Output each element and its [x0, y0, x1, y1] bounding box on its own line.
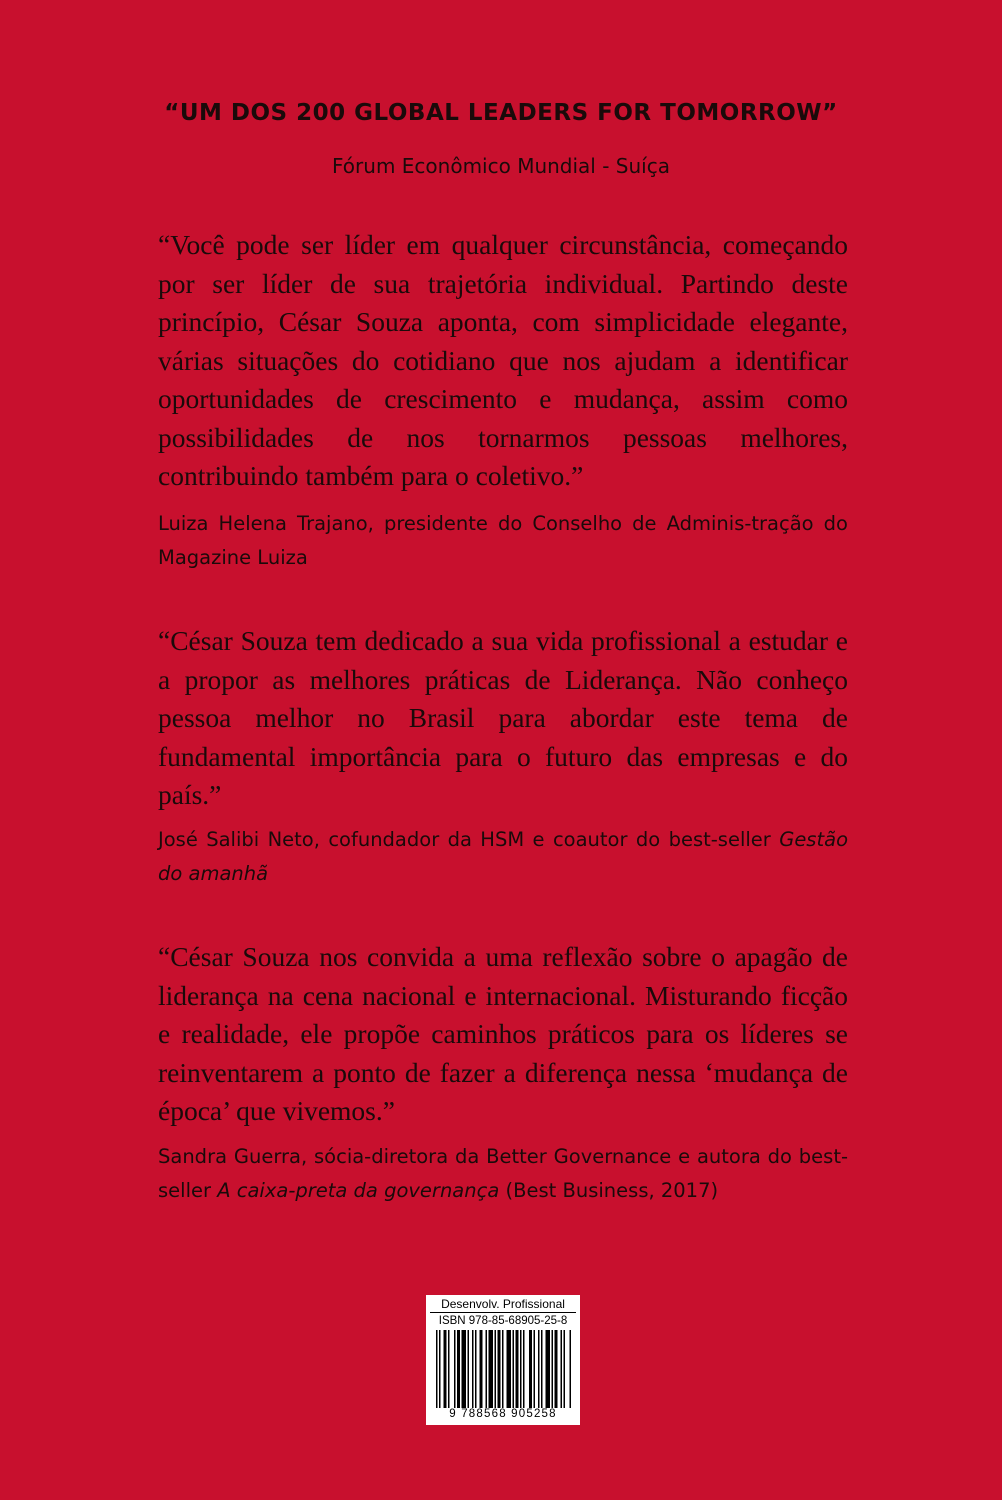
barcode-bar	[502, 1330, 504, 1408]
barcode-bar	[439, 1330, 441, 1408]
book-title: A caixa-preta da governança	[217, 1179, 500, 1202]
barcode-bar	[457, 1330, 460, 1408]
barcode-bar	[552, 1330, 554, 1408]
barcode-bar	[462, 1330, 467, 1408]
barcode-bar	[448, 1330, 450, 1408]
barcode-divider	[430, 1312, 576, 1313]
barcode-bar	[472, 1330, 474, 1408]
barcode-bar	[520, 1330, 522, 1408]
isbn-barcode	[426, 1295, 580, 1425]
testimonial-attribution-1: Luiza Helena Trajano, presidente do Conselho de Adminis-tração do Magazine Luiza	[158, 512, 848, 569]
barcode-bar	[498, 1330, 501, 1408]
barcode-bar	[529, 1330, 532, 1408]
barcode-bar	[495, 1330, 497, 1408]
barcode-bar	[507, 1330, 512, 1408]
barcode-bar	[468, 1330, 470, 1408]
barcode-category: Desenvolv. Profissional	[441, 1297, 565, 1311]
barcode-bar	[534, 1330, 536, 1408]
barcode-bar	[480, 1330, 483, 1408]
publisher-note: (Best Business, 2017)	[505, 1179, 719, 1202]
barcode-bars	[436, 1330, 574, 1408]
barcode-bar	[516, 1330, 519, 1408]
barcode-bar	[513, 1330, 515, 1408]
testimonial-attribution-2	[158, 823, 848, 891]
barcode-bar	[570, 1330, 572, 1408]
barcode-bar	[436, 1330, 438, 1408]
attribution-text: José Salibi Neto, cofundador da HSM e coautor do best-seller	[158, 828, 771, 851]
testimonial-attribution-3	[158, 1140, 848, 1208]
barcode-bar	[475, 1330, 477, 1408]
attribution-text: Sandra Guerra, sócia-diretora da Better Governance e autora do best-seller	[158, 1145, 848, 1202]
testimonial-quote-3: “César Souza nos convida a uma reflexão sobre o apagão de liderança na cena nacional e internacional. Misturando ficção e realidade, ele propõe caminhos práticos para os líderes se reinventarem a ponto de fazer a diferença nessa ‘mudança de época’ que vivemos.”	[158, 941, 848, 1126]
barcode-bar	[538, 1330, 540, 1408]
barcode-bar	[489, 1330, 494, 1408]
barcode-bar	[564, 1330, 566, 1408]
barcode-digits: 9 788568 905258	[449, 1408, 557, 1420]
barcode-bar	[561, 1330, 563, 1408]
headline-quote: “UM DOS 200 GLOBAL LEADERS FOR TOMORROW”	[164, 100, 838, 126]
testimonial-quote-1: “Você pode ser líder em qualquer circunstância, começando por ser líder de sua trajetória individual. Partindo deste princípio, César Souza aponta, com simplicidade elegante, várias situações do cotidiano que nos ajudam a identificar oportunidades de crescimento e mudança, assim como possibilidades de nos tornarmos pessoas melhores, contribuindo também para o coletivo.”	[158, 229, 848, 491]
book-title: Gestão do amanhã	[158, 828, 848, 885]
barcode-bar	[454, 1330, 456, 1408]
barcode-bar	[555, 1330, 558, 1408]
barcode-bar	[486, 1330, 488, 1408]
barcode-bar	[541, 1330, 543, 1408]
isbn-number: ISBN 978-85-68905-25-8	[438, 1315, 568, 1327]
barcode-bar	[444, 1330, 447, 1408]
barcode-bar	[523, 1330, 525, 1408]
testimonial-quote-2: “César Souza tem dedicado a sua vida profissional a estudar e a propor as melhores práticas de Liderança. Não conheço pessoa melhor no Brasil para abordar este tema de fundamental importância para o futuro das empresas e do país.”	[158, 625, 848, 810]
barcode-bar	[546, 1330, 551, 1408]
headline-source: Fórum Econômico Mundial - Suíça	[332, 154, 670, 178]
